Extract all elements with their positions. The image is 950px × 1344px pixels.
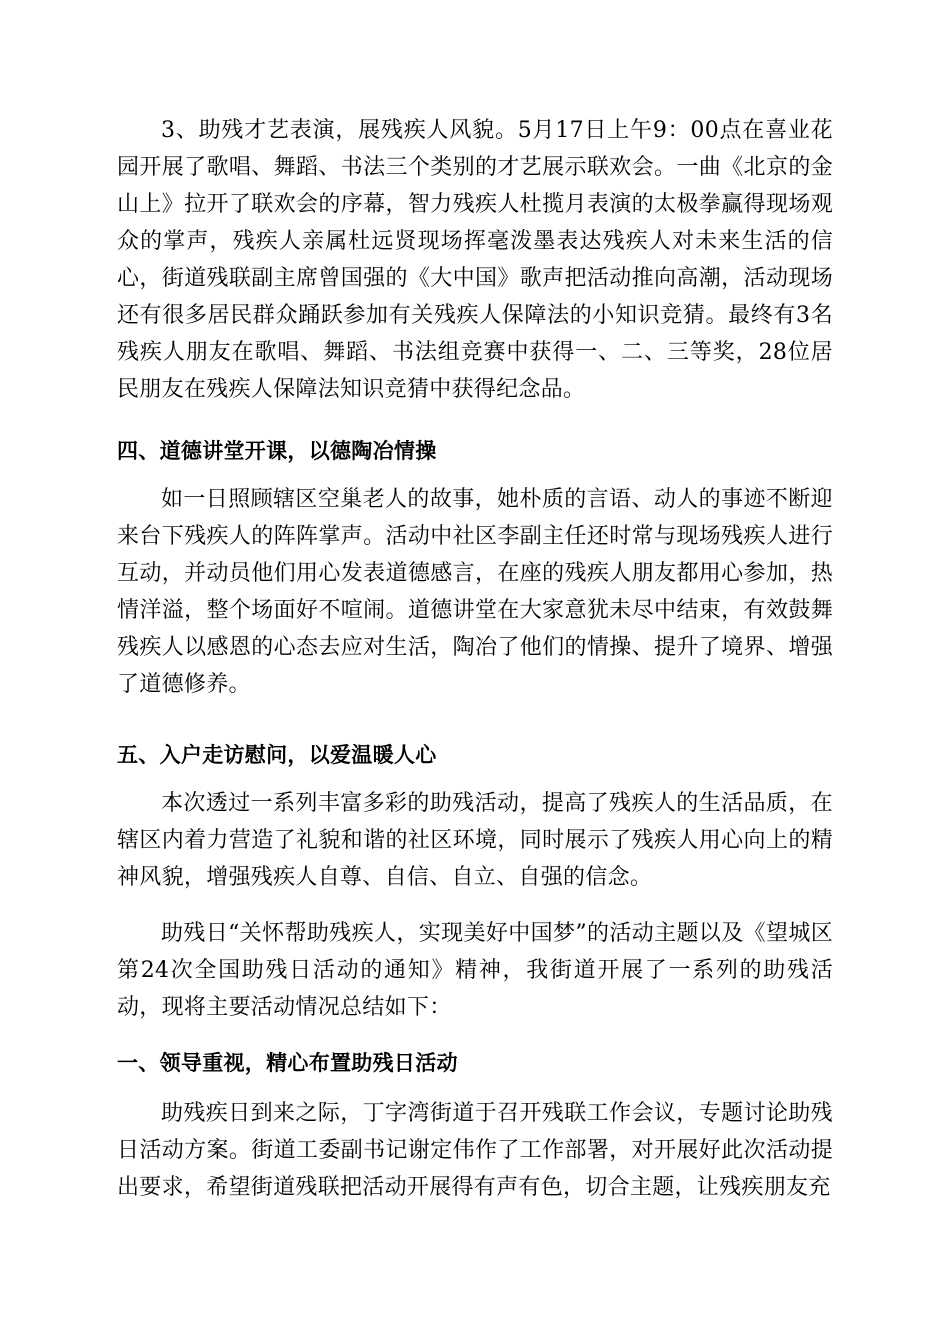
heading-section-5: 五、入户走访慰问，以爱温暖人心 xyxy=(117,743,437,767)
heading-section-4: 四、道德讲堂开课，以德陶冶情操 xyxy=(117,439,437,463)
paragraph-talent-show: 3、助残才艺表演，展残疾人风貌。5月17日上午9：00点在喜业花园开展了歌唱、舞蹈、书法三个类别的才艺展示联欢会。一曲《北京的金山上》拉开了联欢会的序幕，智力残疾人杜揽月表演的太极拳赢得现场观众的掌声，残疾人亲属杜远贤现场挥毫泼墨表达残疾人对未来生活的信心，街道残联副主席曾国强的《大中国》歌声把活动推向高潮，活动现场还有很多居民群众踊跃参加有关残疾人保障法的小知识竞猜。最终有3名残疾人朋友在歌唱、舞蹈、书法组竞赛中获得一、二、三等奖，28位居民朋友在残疾人保障法知识竞猜中获得纪念品。 xyxy=(117,118,833,402)
paragraph-introduction: 助残日“关怀帮助残疾人，实现美好中国梦”的活动主题以及《望城区第24次全国助残日活动的通知》精神，我街道开展了一系列的助残活动，现将主要活动情况总结如下： xyxy=(117,921,833,1020)
paragraph-leadership: 助残疾日到来之际，丁字湾街道于召开残联工作会议，专题讨论助残日活动方案。街道工委副书记谢定伟作了工作部署，对开展好此次活动提出要求，希望街道残联把活动开展得有声有色，切合主题，让残疾朋友充 xyxy=(117,1101,833,1200)
paragraph-activity-summary: 本次透过一系列丰富多彩的助残活动，提高了残疾人的生活品质，在辖区内着力营造了礼貌和谐的社区环境，同时展示了残疾人用心向上的精神风貌，增强残疾人自尊、自信、自立、自强的信念。 xyxy=(117,791,833,890)
heading-section-1: 一、领导重视，精心布置助残日活动 xyxy=(117,1051,458,1075)
paragraph-morality-lecture: 如一日照顾辖区空巢老人的故事，她朴质的言语、动人的事迹不断迎来台下残疾人的阵阵掌声。活动中社区李副主任还时常与现场残疾人进行互动，并动员他们用心发表道德感言，在座的残疾人朋友都用心参加，热情洋溢，整个场面好不喧闹。道德讲堂在大家意犹未尽中结束，有效鼓舞残疾人以感恩的心态去应对生活，陶冶了他们的情操、提升了境界、增强了道德修养。 xyxy=(117,487,833,697)
